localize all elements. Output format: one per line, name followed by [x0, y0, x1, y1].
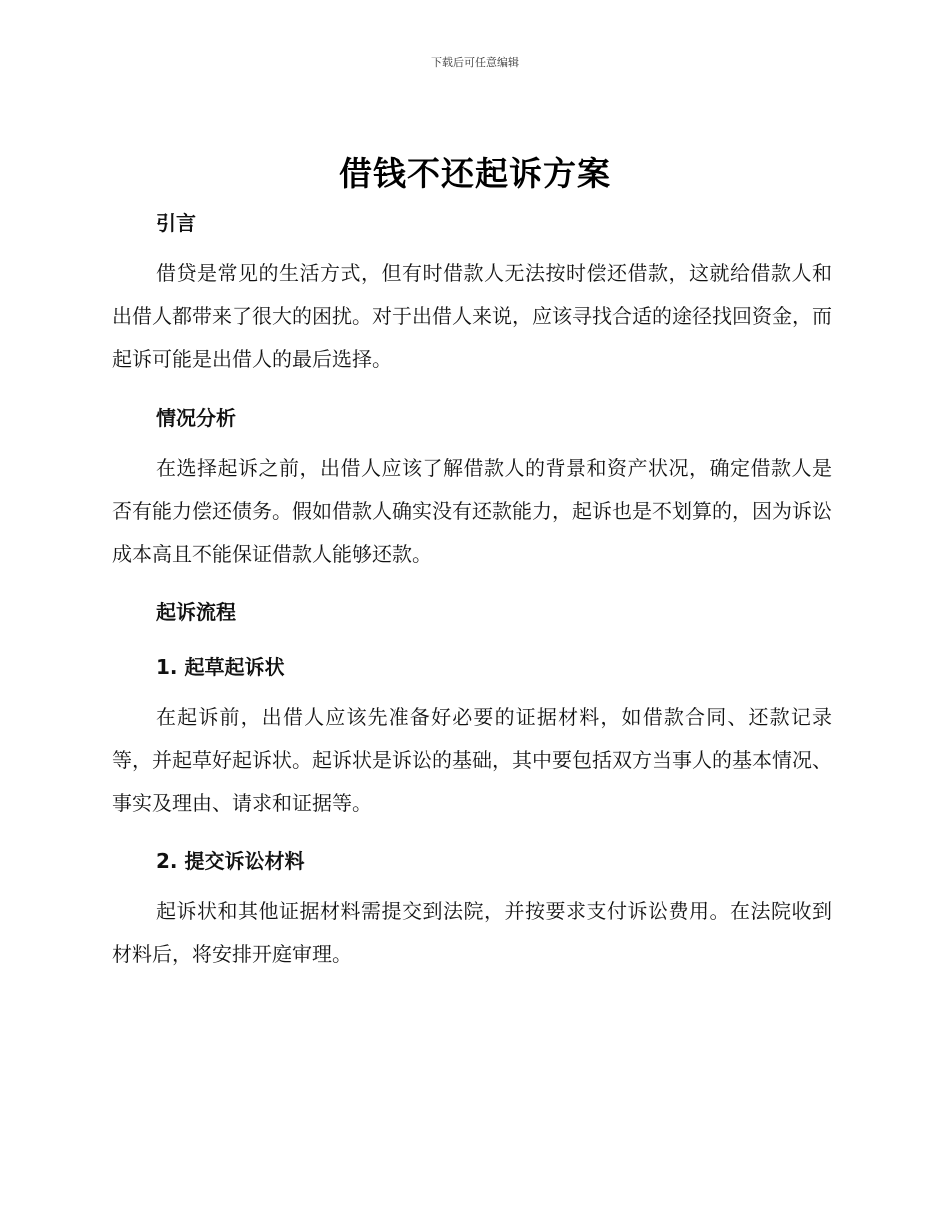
paragraph-analysis: 在选择起诉之前，出借人应该了解借款人的背景和资产状况，确定借款人是否有能力偿还债务。假如借款人确实没有还款能力，起诉也是不划算的，因为诉讼成本高且不能保证借款人能够还款。	[112, 456, 832, 566]
document-title: 借钱不还起诉方案	[339, 154, 611, 193]
paragraph-submit-materials: 起诉状和其他证据材料需提交到法院，并按要求支付诉讼费用。在法院收到材料后，将安排开庭审理。	[112, 899, 832, 966]
paragraph-draft-complaint: 在起诉前，出借人应该先准备好必要的证据材料，如借款合同、还款记录等，并起草好起诉状。起诉状是诉讼的基础，其中要包括双方当事人的基本情况、事实及理由、请求和证据等。	[112, 705, 832, 815]
step-heading-submit-materials: 2. 提交诉讼材料	[156, 849, 305, 873]
section-heading-process: 起诉流程	[156, 600, 236, 624]
section-heading-intro: 引言	[156, 211, 196, 235]
header-note: 下载后可任意编辑	[431, 56, 519, 69]
paragraph-intro: 借贷是常见的生活方式，但有时借款人无法按时偿还借款，这就给借款人和出借人都带来了很大的困扰。对于出借人来说，应该寻找合适的途径找回资金，而起诉可能是出借人的最后选择。	[112, 261, 832, 371]
step-heading-draft-complaint: 1. 起草起诉状	[156, 655, 285, 679]
section-heading-analysis: 情况分析	[156, 406, 236, 430]
